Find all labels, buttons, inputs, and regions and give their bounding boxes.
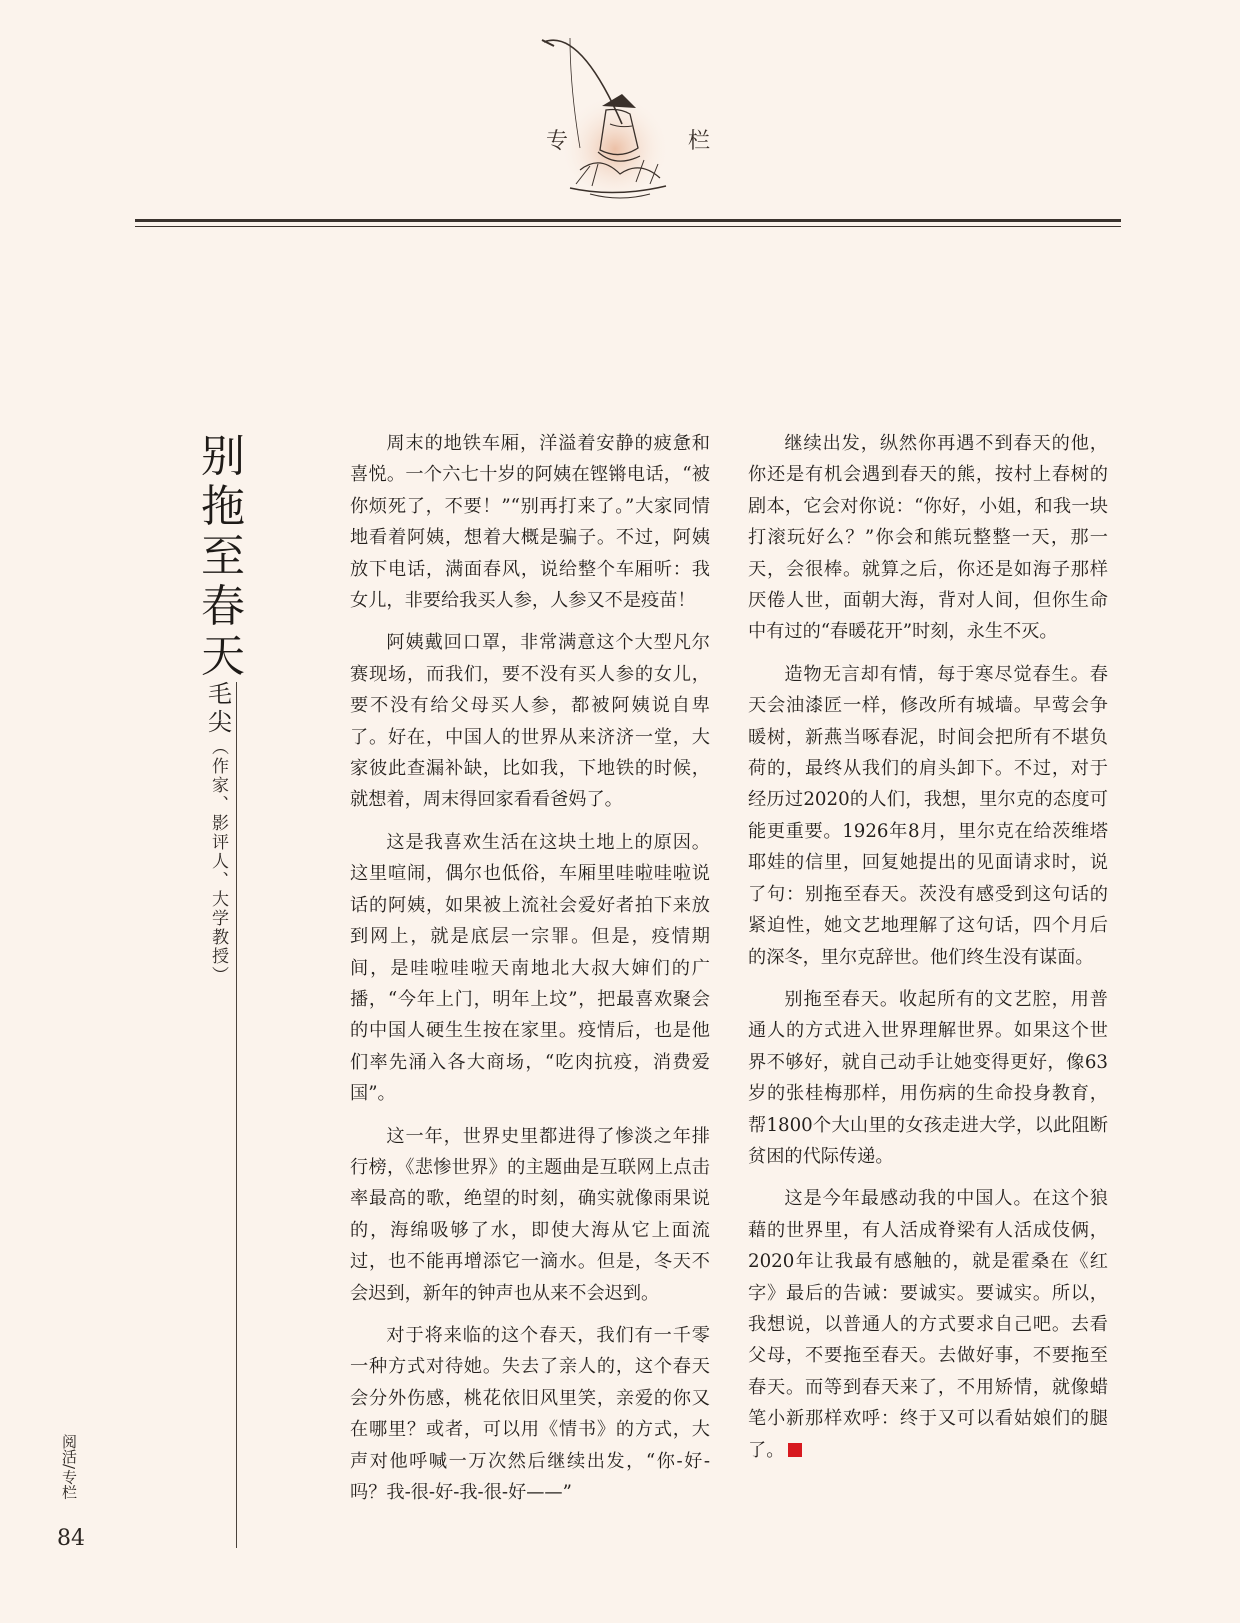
author-description: （作家、影评人、大学教授） [208,738,228,985]
end-mark-icon [788,1443,802,1457]
paragraph: 周末的地铁车厢，洋溢着安静的疲惫和喜悦。一个六七十岁的阿姨在铿锵电话，“被你烦死了，不要！”“别再打来了。”大家同情地看着阿姨，想着大概是骗子。不过，阿姨放下电话，满面春风，说给整个车厢听：我女儿，非要给我买人参，人参又不是疫苗！ [350,433,710,612]
header-rule [135,219,1121,222]
column-label-right: 栏 [688,129,711,154]
paragraph: 这一年，世界史里都进得了惨淡之年排行榜，《悲惨世界》的主题曲是互联网上点击率最高的歌，绝望的时刻，确实就像雨果说的，海绵吸够了水，即使大海从它上面流过，也不能再增添它一滴水。但是，冬天不会迟到，新年的钟声也从来不会迟到。 [350,1125,710,1304]
body-column-2 [748,428,1108,1477]
author-name: 毛尖 [208,680,232,736]
article-title: 别拖至春天 [201,431,245,682]
paragraph: 阿姨戴回口罩，非常满意这个大型凡尔赛现场，而我们，要不没有买人参的女儿，要不没有给父母买人参，都被阿姨说自卑了。好在，中国人的世界从来济济一堂，大家彼此查漏补缺，比如我，下地铁的时候，就想着，周末得回家看看爸妈了。 [350,632,710,811]
paragraph: 这是我喜欢生活在这块土地上的原因。这里喧闹，偶尔也低俗，车厢里哇啦哇啦说话的阿姨，如果被上流社会爱好者拍下来放到网上，就是底层一宗罪。但是，疫情期间，是哇啦哇啦天南地北大叔大婶们的广播，“今年上门，明年上坟”，把最喜欢聚会的中国人硬生生按在家里。疫情后，也是他们率先涌入各大商场，“吃肉抗疫，消费爱国”。 [350,831,710,1105]
fisherman-illustration [540,28,690,208]
paragraph: 别拖至春天。收起所有的文艺腔，用普通人的方式进入世界理解世界。如果这个世界不够好，就自己动手让她变得更好，像63岁的张桂梅那样，用伤病的生命投身教育，帮1800个大山里的女孩走进大学，以此阻断贫困的代际传递。 [748,988,1108,1167]
page-number: 84 [57,1526,85,1551]
column-label-left: 专 [546,129,569,154]
paragraph: 对于将来临的这个春天，我们有一千零一种方式对待她。失去了亲人的，这个春天会分外伤感，桃花依旧风里笑，亲爱的你又在哪里？或者，可以用《情书》的方式，大声对他呼喊一万次然后继续出发，“你-好-吗？我-很-好-我-很-好——” [350,1324,710,1503]
body-column-1 [350,428,710,1519]
vertical-divider [236,682,237,1548]
header-rule-thin [135,226,1121,227]
magazine-section-label: 阅活/专栏 [60,1434,78,1500]
paragraph-text: 这是今年最感动我的中国人。在这个狼藉的世界里，有人活成脊梁有人活成伎俩，2020年让我最有感触的，就是霍桑在《红字》最后的告诫：要诚实。要诚实。所以，我想说，以普通人的方式要求自己吧。去看父母，不要拖至春天。去做好事，不要拖至春天。而等到春天来了，不用矫情，就像蜡笔小新那样欢呼：终于又可以看姑娘们的腿了。 [748,1188,1108,1461]
paragraph: 造物无言却有情，每于寒尽觉春生。春天会油漆匠一样，修改所有城墙。早莺会争暖树，新燕当啄春泥，时间会把所有不堪负荷的，最终从我们的肩头卸下。不过，对于经历过2020的人们，我想，里尔克的态度可能更重要。1926年8月，里尔克在给茨维塔耶娃的信里，回复她提出的见面请求时，说了句：别拖至春天。茨没有感受到这句话的紧迫性，她文艺地理解了这句话，四个月后的深冬，里尔克辞世。他们终生没有谋面。 [748,663,1108,968]
paragraph-last [748,1183,1108,1466]
paragraph: 继续出发，纵然你再遇不到春天的他，你还是有机会遇到春天的熊，按村上春树的剧本，它会对你说：“你好，小姐，和我一块打滚玩好么？”你会和熊玩整整一天，那一天，会很棒。就算之后，你还是如海子那样厌倦人世，面朝大海，背对人间，但你生命中有过的“春暖花开”时刻，永生不灭。 [748,433,1108,643]
